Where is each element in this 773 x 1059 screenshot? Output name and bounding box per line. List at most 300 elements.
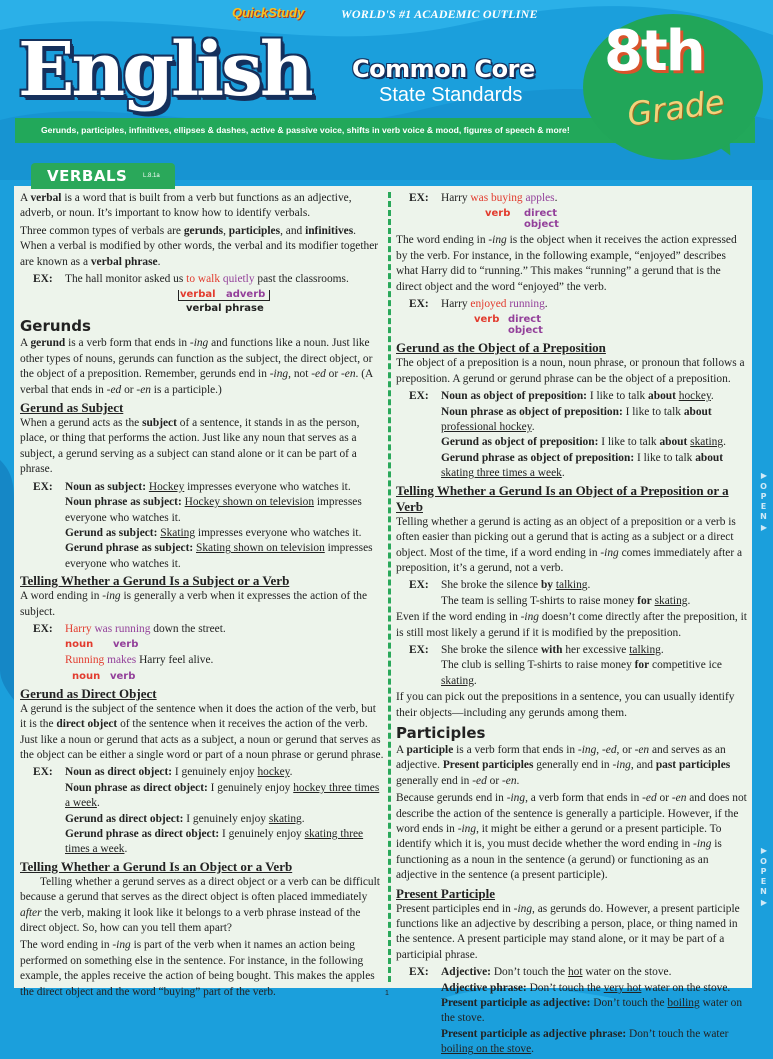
open-tab-label: OPEN <box>759 482 768 522</box>
bold-term: Noun as direct object: <box>65 766 175 779</box>
subsection-heading: Telling Whether a Gerund Is an Object or a Verb <box>20 858 293 874</box>
bold-term: participle <box>406 743 454 756</box>
grammar-label-verbal: verbal <box>180 289 216 301</box>
grammar-labels <box>20 670 384 685</box>
subsection-heading: Present Participle <box>396 885 496 901</box>
bold-term: for <box>637 594 652 607</box>
bold-term: for <box>634 659 650 672</box>
example-line <box>441 389 748 404</box>
subsection-heading: Telling Whether a Gerund Is a Subject or a Verb <box>20 573 290 589</box>
grammar-label-verb: verb <box>485 208 511 220</box>
underlined-example: skating <box>441 674 474 687</box>
underlined-example: hot <box>567 966 583 979</box>
underlined-example: Skating shown on television <box>196 542 325 555</box>
text-run: or <box>486 774 502 787</box>
grammar-label-verb: verb <box>113 639 139 651</box>
underlined-example: Hockey shown on television <box>184 496 315 509</box>
text-run: is a word that is built from a verb but functions as an adjective, adverb, or noun. It’s important to know how to identify verbals. <box>20 192 352 220</box>
grammar-label-verb: verb <box>474 314 500 326</box>
italic-term: -en <box>136 383 151 396</box>
text-run: The hall monitor asked us <box>65 273 187 286</box>
text-run: Because gerunds end in <box>396 792 507 805</box>
text-run: generally end in <box>396 774 473 787</box>
bold-term: Gerund phrase as object of preposition: <box>441 451 637 464</box>
section-heading: Participles <box>396 723 486 742</box>
italic-term: -ing <box>600 546 619 559</box>
grammar-label-verb: verb <box>110 670 136 682</box>
example-block <box>396 297 748 312</box>
example-block <box>396 643 748 689</box>
paragraph <box>396 791 748 883</box>
text-run: impresses everyone who watches it. <box>65 496 362 524</box>
text-run: . <box>473 674 477 687</box>
example-label <box>33 653 65 668</box>
text-run: I genuinely enjoy <box>222 828 305 840</box>
bold-term: Adjective phrase: <box>441 981 530 994</box>
underlined-example: skating <box>690 436 724 449</box>
italic-term: -ing <box>269 368 289 381</box>
italic-term: -ing <box>577 743 597 756</box>
text-run: Present participles end in <box>396 902 514 915</box>
underlined-example: professional hockey <box>441 421 532 434</box>
text-run: . <box>660 643 664 656</box>
grammar-label-direct-object: direct object <box>524 208 559 231</box>
grammar-label-noun: noun <box>72 670 101 682</box>
example-lines <box>441 389 748 481</box>
text-run: her excessive <box>562 643 630 656</box>
grammar-labels <box>20 288 384 316</box>
section-title: VERBALS <box>47 167 128 185</box>
italic-term: after <box>20 906 42 919</box>
bold-term: about <box>659 436 688 449</box>
text-run: impresses everyone who watches it. <box>184 480 351 493</box>
bold-term: Gerund phrase as subject: <box>65 542 196 555</box>
bold-term: with <box>540 643 563 656</box>
bold-term: Gerund phrase as direct object: <box>65 828 223 840</box>
grammar-label-adverb: adverb <box>226 289 266 301</box>
underlined-example: very hot <box>603 981 642 994</box>
text-run: . <box>289 766 293 779</box>
text-run: is a verb form that ends in <box>65 337 190 350</box>
italic-term: -en <box>634 743 650 756</box>
paragraph <box>396 902 748 964</box>
quickstudy-logo: QuickStudy <box>232 5 305 20</box>
paragraph <box>20 224 384 270</box>
example-line <box>65 812 384 827</box>
text-run: . When a verbal is modified by other words, the verbal and its modifier together are known as a <box>20 224 379 268</box>
text-run: , a verb form that ends in <box>525 792 643 805</box>
text-run: is generally a verb when it expresses the action of the subject. <box>20 590 368 618</box>
text-run: . <box>301 812 305 825</box>
grammar-labels <box>396 313 748 339</box>
example-block <box>20 480 384 572</box>
text-run: , not <box>288 368 312 381</box>
text-run: Harry <box>441 192 471 204</box>
open-arrow-icon: ▶ <box>760 471 768 480</box>
example-lines <box>441 578 748 609</box>
example-block <box>396 578 748 609</box>
bracket-line <box>178 290 270 301</box>
subsection-heading: Gerund as Subject <box>20 400 124 416</box>
example-line <box>441 405 748 436</box>
grammar-labels <box>396 207 748 233</box>
example-label: EX: <box>409 390 429 403</box>
example-line <box>441 297 748 312</box>
text-run: generally end in <box>533 759 613 772</box>
text-run: is functioning as a noun in the sentence (a gerund) or functioning as an adjective in the sentence (a present participle). <box>396 838 722 882</box>
paragraph <box>20 191 384 222</box>
section-standard: L.8.1a <box>143 173 160 179</box>
text-run: When a gerund acts as the <box>20 417 143 430</box>
italic-term: -ing <box>102 590 121 603</box>
bold-term: Noun phrase as object of preposition: <box>441 405 626 418</box>
italic-term: -ing <box>612 759 631 772</box>
text-run: doesn’t come directly after the preposition, it is still most likely a gerund if it is modified by the preposition. <box>396 611 747 639</box>
bold-term: subject <box>142 417 177 430</box>
example-block <box>20 622 384 637</box>
paragraph <box>20 416 384 478</box>
text-run: is a participle.) <box>150 383 222 396</box>
text-run: . <box>554 192 558 204</box>
highlighted-word: makes <box>107 654 137 667</box>
example-block <box>20 653 384 668</box>
text-run: A <box>20 337 31 350</box>
text-run: , and <box>280 224 306 237</box>
bold-term: by <box>540 579 553 592</box>
example-lines <box>441 297 748 312</box>
tagline: WORLD'S #1 ACADEMIC OUTLINE <box>341 7 538 21</box>
text-run: I like to talk <box>601 436 660 449</box>
italic-term: -en <box>340 368 356 381</box>
open-tab-top[interactable] <box>757 470 771 534</box>
open-tab-label: OPEN <box>759 857 768 897</box>
grammar-label-noun: noun <box>65 639 94 651</box>
example-lines <box>441 643 748 689</box>
example-label: EX: <box>33 622 53 635</box>
bold-term: about <box>648 390 676 403</box>
text-run: is part of the verb when it names an action being performed on something else in the sentence. For instance, in the following example, the apples receive the action of being bought. This makes the apples the direct object and the word “buying” part of the verb. <box>20 939 375 998</box>
highlighted-word: was running <box>94 622 151 635</box>
text-run: . <box>544 298 548 311</box>
subtitle-common-core: Common Core <box>352 55 535 83</box>
paragraph <box>20 875 384 937</box>
underlined-example: hockey <box>257 766 290 779</box>
left-column <box>20 191 384 1002</box>
example-block <box>396 191 748 206</box>
text-run: Harry feel alive. <box>136 654 214 667</box>
subsection-heading: Gerund as Direct Object <box>20 685 157 701</box>
example-lines <box>441 965 748 1057</box>
text-run: down the street. <box>150 622 226 635</box>
text-run: water on the stove. <box>582 966 672 979</box>
text-run: the verb, making it look like it belongs to a verb phrase instead of the direct object. So, how can you tell them apart? <box>20 906 361 935</box>
text-run: I genuinely enjoy <box>174 766 258 779</box>
underlined-example: talking <box>629 643 661 656</box>
underlined-example: skating <box>268 812 302 825</box>
text-run: , or <box>616 743 635 756</box>
subsection-heading: Gerund as the Object of a Preposition <box>396 340 606 356</box>
bold-term: direct object <box>56 718 118 731</box>
bold-term: Gerund as object of preposition: <box>441 436 602 449</box>
text-run: A <box>396 743 407 756</box>
text-run: . <box>531 1043 535 1056</box>
text-run: If you can pick out the prepositions in a sentence, you can usually identify their objects—including any gerunds among them. <box>396 691 735 719</box>
example-lines <box>65 480 384 572</box>
text-run: She broke the silence <box>441 643 541 656</box>
underlined-example: Skating <box>160 526 196 539</box>
text-run: and functions like a noun. Just like other types of nouns, gerunds can function as the subject, the direct object, or the object of a preposition. Remember, gerunds end in <box>20 337 373 381</box>
text-run: Don’t touch the <box>529 981 604 994</box>
bold-term: gerund <box>30 337 66 350</box>
text-run: The word ending in <box>396 234 489 247</box>
example-line <box>441 191 748 206</box>
paragraph <box>20 938 384 1000</box>
example-line <box>65 272 384 287</box>
underlined-example: hockey three times a week <box>65 781 380 810</box>
underlined-example: boiling on the stove <box>441 1043 532 1056</box>
bold-term: Present participle as adjective phrase: <box>441 1027 630 1040</box>
italic-term: -ing <box>189 337 209 350</box>
grammar-label-verbal-phrase: verbal phrase <box>186 303 264 315</box>
bold-term: Present participles <box>442 759 534 772</box>
text-run: . <box>531 421 535 434</box>
paragraph <box>20 702 384 764</box>
text-run: , it might be either a gerund or a present participle. To identify which it is, you must decide whether the word ending in <box>396 823 722 851</box>
example-line <box>441 1027 748 1058</box>
underlined-example: boiling <box>667 997 700 1010</box>
grade-number: 8th <box>604 19 704 84</box>
text-run: A <box>20 192 31 204</box>
italic-term: -ing <box>513 902 533 915</box>
example-block <box>20 272 384 287</box>
text-run: past the classrooms. <box>254 273 349 286</box>
example-line <box>65 781 384 812</box>
text-run: and serves as an adjective. <box>396 743 726 772</box>
example-label: EX: <box>409 298 429 311</box>
text-run: I like to talk <box>625 405 684 418</box>
example-line <box>65 480 384 495</box>
column-divider <box>388 192 391 982</box>
subsection-heading: Telling Whether a Gerund Is an Object of a Preposition or a Verb <box>396 482 729 514</box>
open-tab-bottom[interactable] <box>757 845 771 909</box>
italic-term: -ed <box>642 792 657 805</box>
text-run: and does not describe the action of the sentence is generally a participle. However, if the word ends in <box>396 792 747 835</box>
example-line <box>65 526 384 541</box>
bold-term: Noun as object of preposition: <box>441 390 590 403</box>
example-label: EX: <box>409 966 429 979</box>
italic-term: -ing <box>488 234 507 247</box>
paragraph <box>396 610 748 641</box>
bold-term: Noun phrase as subject: <box>65 496 185 509</box>
page-number: 1 <box>385 990 389 997</box>
paragraph <box>20 336 384 398</box>
example-line <box>441 594 748 609</box>
text-run: water on the stove. <box>641 981 731 994</box>
text-run: , <box>596 743 602 756</box>
text-run: . <box>723 436 726 449</box>
text-run: impresses everyone who watches it. <box>195 526 362 539</box>
bold-term: Adjective: <box>441 966 494 979</box>
highlighted-word: Running <box>65 654 105 667</box>
example-label: EX: <box>33 766 53 779</box>
underlined-example: skating <box>654 594 688 607</box>
text-run: competitive ice <box>649 659 722 672</box>
italic-term: -ing <box>457 823 477 835</box>
example-line <box>441 643 748 658</box>
bold-term: past participles <box>655 759 731 772</box>
example-line <box>441 658 748 689</box>
example-lines <box>65 272 384 287</box>
grammar-labels <box>20 638 384 653</box>
example-block <box>396 965 748 1057</box>
italic-term: -ing <box>506 792 526 805</box>
italic-term: -ed <box>472 774 487 787</box>
bold-term: verbal <box>30 192 62 204</box>
text-run: , as gerunds do. However, a present participle functions like an adjective by describing a person, place, or thing named in the sentence. A present participle may stand alone, or it may be part of a participial phrase. <box>396 902 740 961</box>
text-run: I like to talk <box>589 390 649 403</box>
paragraph <box>20 589 384 620</box>
paragraph <box>396 743 748 789</box>
text-run: . <box>687 594 691 607</box>
highlighted-word: was buying <box>470 192 523 204</box>
open-arrow-icon: ▶ <box>760 898 768 907</box>
bold-term: gerunds <box>183 224 224 237</box>
text-run: of the sentence when it receives the action of the verb. Just like a noun or gerund that acts as a subject, a noun or gerund that serves as the object can be either a single word or part of a noun phrase or gerund phrase. <box>20 718 384 761</box>
italic-term: -ed <box>311 368 326 381</box>
bold-term: Noun phrase as direct object: <box>65 781 211 794</box>
paragraph <box>396 356 748 387</box>
paragraph <box>396 515 748 577</box>
text-run: . <box>516 774 520 787</box>
text-run: The word ending in <box>20 939 113 952</box>
text-run: of a sentence, it stands in as the person, place, or thing that performs the action. Just like any noun that serves as a subject, a gerund serving as a subject can stand alone or it can be part of a phrase. <box>20 417 360 476</box>
right-column <box>396 191 748 1059</box>
bold-term: Gerund as direct object: <box>65 812 187 825</box>
bold-term: Present participle as adjective: <box>441 997 594 1010</box>
text-run: A gerund is the subject of the sentence when it does the action of the verb, but it is the <box>20 702 376 731</box>
text-run: Three common types of verbals are <box>20 224 184 237</box>
bold-term: participles <box>228 224 281 237</box>
highlighted-word: Harry <box>65 622 92 635</box>
example-line <box>441 435 748 450</box>
text-run: A word ending in <box>20 590 103 603</box>
text-run: impresses everyone who watches it. <box>65 542 373 570</box>
section-tab-verbals <box>31 163 175 189</box>
text-run: comes immediately after a preposition, it’s a gerund, not a verb. <box>396 546 743 574</box>
italic-term: -ing <box>693 838 712 851</box>
example-line <box>441 996 748 1027</box>
underlined-example: talking <box>555 579 588 592</box>
example-lines <box>441 191 748 206</box>
italic-term: -ing <box>520 611 539 624</box>
highlighted-word: quietly <box>222 273 255 286</box>
example-lines <box>65 653 384 668</box>
paragraph <box>396 690 748 721</box>
bold-term: about <box>683 405 712 418</box>
example-label: EX: <box>33 480 53 493</box>
highlighted-word: running <box>509 298 545 311</box>
text-run: She broke the silence <box>441 579 541 592</box>
example-label: EX: <box>409 192 429 204</box>
text-run: is the object when it receives the action expressed by the verb. For instance, in the following example, “enjoyed” describes what Harry did to “running.” This makes “running” a gerund that is the direct object and the word “enjoyed” the verb. <box>396 234 737 293</box>
text-run: I genuinely enjoy <box>186 812 269 825</box>
underlined-example: Hockey <box>148 480 185 493</box>
text-run: . <box>587 579 591 592</box>
open-arrow-icon: ▶ <box>760 523 768 532</box>
text-run: . <box>96 797 100 810</box>
text-run: Telling whether a gerund serves as a direct object or a verb can be difficult because a gerund that serves as the direct object is often placed immediately <box>20 875 380 904</box>
underlined-example: skating three times a week <box>65 828 364 856</box>
open-arrow-icon: ▶ <box>760 846 768 855</box>
text-run: I like to talk <box>636 451 696 464</box>
bold-term: about <box>695 451 724 464</box>
text-run: Don’t touch the <box>593 997 668 1010</box>
text-run: . <box>561 467 565 480</box>
italic-term: -en <box>671 792 687 805</box>
example-line <box>65 827 384 858</box>
highlighted-word: apples <box>525 192 555 204</box>
text-run: or <box>656 792 672 805</box>
example-block <box>20 765 384 857</box>
italic-term: -ed <box>601 743 617 756</box>
text-run: I genuinely enjoy <box>210 781 294 794</box>
example-line <box>65 765 384 780</box>
text-run: Even if the word ending in <box>396 611 521 624</box>
example-line <box>65 622 384 637</box>
example-line <box>65 653 384 668</box>
paragraph <box>396 233 748 295</box>
text-run: Don’t touch the water <box>629 1027 729 1040</box>
underlined-example: skating three times a week <box>441 467 562 480</box>
text-run: . <box>710 390 714 403</box>
subtitle-state-standards: State Standards <box>379 84 523 106</box>
underlined-example: hockey <box>678 390 711 403</box>
example-lines <box>65 622 384 637</box>
text-run: is a verb form that ends in <box>453 743 578 756</box>
highlighted-word: to walk <box>186 273 221 286</box>
topics-banner-text: Gerunds, participles, infinitives, ellipses & dashes, active & passive voice, shifts in verb voice & mood, figures of speech & more! <box>41 125 570 135</box>
bold-term: infinitives <box>305 224 354 237</box>
grammar-label-direct-object: direct object <box>508 314 543 337</box>
example-line <box>441 578 748 593</box>
example-line <box>65 495 384 526</box>
grade-word: Grade <box>624 82 727 134</box>
text-run: . <box>124 843 128 856</box>
text-run: Harry <box>441 298 471 311</box>
text-run: The object of a preposition is a noun, noun phrase, or pronoun that follows a preposition. A gerund or gerund phrase can be the object of a preposition. <box>396 357 745 385</box>
text-run: or <box>325 368 341 381</box>
text-run: , and <box>630 759 656 772</box>
text-run: The club is selling T-shirts to raise money <box>441 659 635 672</box>
text-run: Telling whether a gerund is acting as an object of a preposition or a verb is often easier than picking out a gerund that is acting as a subject or a direct object. Most of the time, if a word ending in <box>396 515 736 559</box>
example-lines <box>65 765 384 857</box>
text-run: . (A verbal that ends in <box>20 368 373 396</box>
section-heading: Gerunds <box>20 317 91 336</box>
example-line <box>441 981 748 996</box>
example-label: EX: <box>33 273 53 286</box>
italic-term: -en <box>501 774 517 787</box>
example-block <box>396 389 748 481</box>
text-run: The team is selling T-shirts to raise money <box>441 594 638 607</box>
text-run: or <box>121 383 137 396</box>
bold-term: Noun as subject: <box>65 480 149 493</box>
text-run: , <box>223 224 229 237</box>
example-line <box>65 541 384 572</box>
text-run: water on the stove. <box>441 997 743 1025</box>
example-label: EX: <box>409 579 429 592</box>
text-run: . <box>157 255 161 268</box>
example-line <box>441 451 748 482</box>
